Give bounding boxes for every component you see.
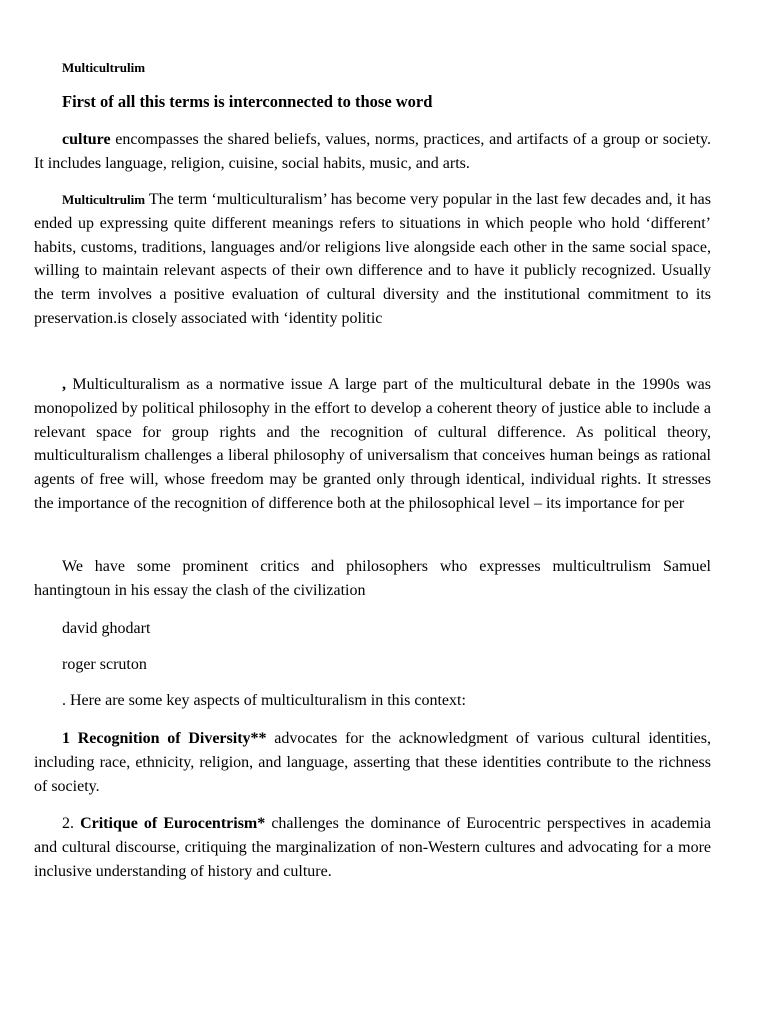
- multiculturalism-term: Multicultrulim: [62, 192, 146, 207]
- paragraph-critics: We have some prominent critics and philosophers who expresses multicultrulism Samuel hantingtoun in his essay the clash of the civilization: [34, 558, 711, 599]
- aspect-number: 2.: [62, 815, 81, 832]
- paragraph-culture: [34, 128, 711, 176]
- culture-text: encompasses the shared beliefs, values, norms, practices, and artifacts of a group or society. It includes language, religion, cuisine, social habits, music, and arts.: [34, 131, 711, 172]
- culture-term: culture: [62, 131, 111, 148]
- aspect-term: Critique of Eurocentrism*: [80, 815, 266, 832]
- document-heading: First of all this terms is interconnected to those word: [62, 92, 433, 111]
- aspect-recognition-of-diversity: [34, 727, 711, 798]
- normative-text: Multiculturalism as a normative issue A large part of the multicultural debate in the 1990s was monopolized by political philosophy in the effort to develop a coherent theory of justice able to include a relevant space for group rights and the recognition of cultural difference. As political theory, multiculturalism challenges a liberal philosophy of universalism that conceives human beings as rational agents of free will, whose freedom may be granted only through identical, individual rights. It stresses the importance of the recognition of difference both at the philosophical level – its importance for per: [34, 376, 711, 512]
- key-aspects-intro: . Here are some key aspects of multiculturalism in this context:: [62, 692, 466, 709]
- normative-lead: ,: [62, 376, 66, 393]
- aspect-text: advocates for the acknowledgment of various cultural identities, including race, ethnicity, religion, and language, asserting that these identities contribute to the richness of society.: [34, 730, 711, 795]
- paragraph-normative-issue: [34, 373, 711, 516]
- multiculturalism-text: The term ‘multiculturalism’ has become very popular in the last few decades and, it has ended up expressing quite different meanings refers to situations in which people who hold ‘different’ habits, customs, traditions, languages and/or religions live alongside each other in the same social space, willing to maintain relevant aspects of their own difference and to have it publicly recognized. Usually the term involves a positive evaluation of cultural diversity and the institutional commitment to its preservation.is closely associated with ‘identity politic: [34, 191, 711, 327]
- paragraph-multiculturalism: [34, 188, 711, 331]
- aspect-text: challenges the dominance of Eurocentric perspectives in academia and cultural discourse, critiquing the marginalization of non-Western cultures and advocating for a more inclusive understanding of history and culture.: [34, 815, 712, 880]
- aspect-critique-of-eurocentrism: [34, 812, 711, 883]
- aspect-term: 1 Recognition of Diversity**: [62, 730, 267, 747]
- document-title: Multicultrulim: [62, 60, 146, 75]
- critic-name-david-ghodart: david ghodart: [62, 620, 151, 637]
- critic-name-roger-scruton: roger scruton: [62, 656, 147, 673]
